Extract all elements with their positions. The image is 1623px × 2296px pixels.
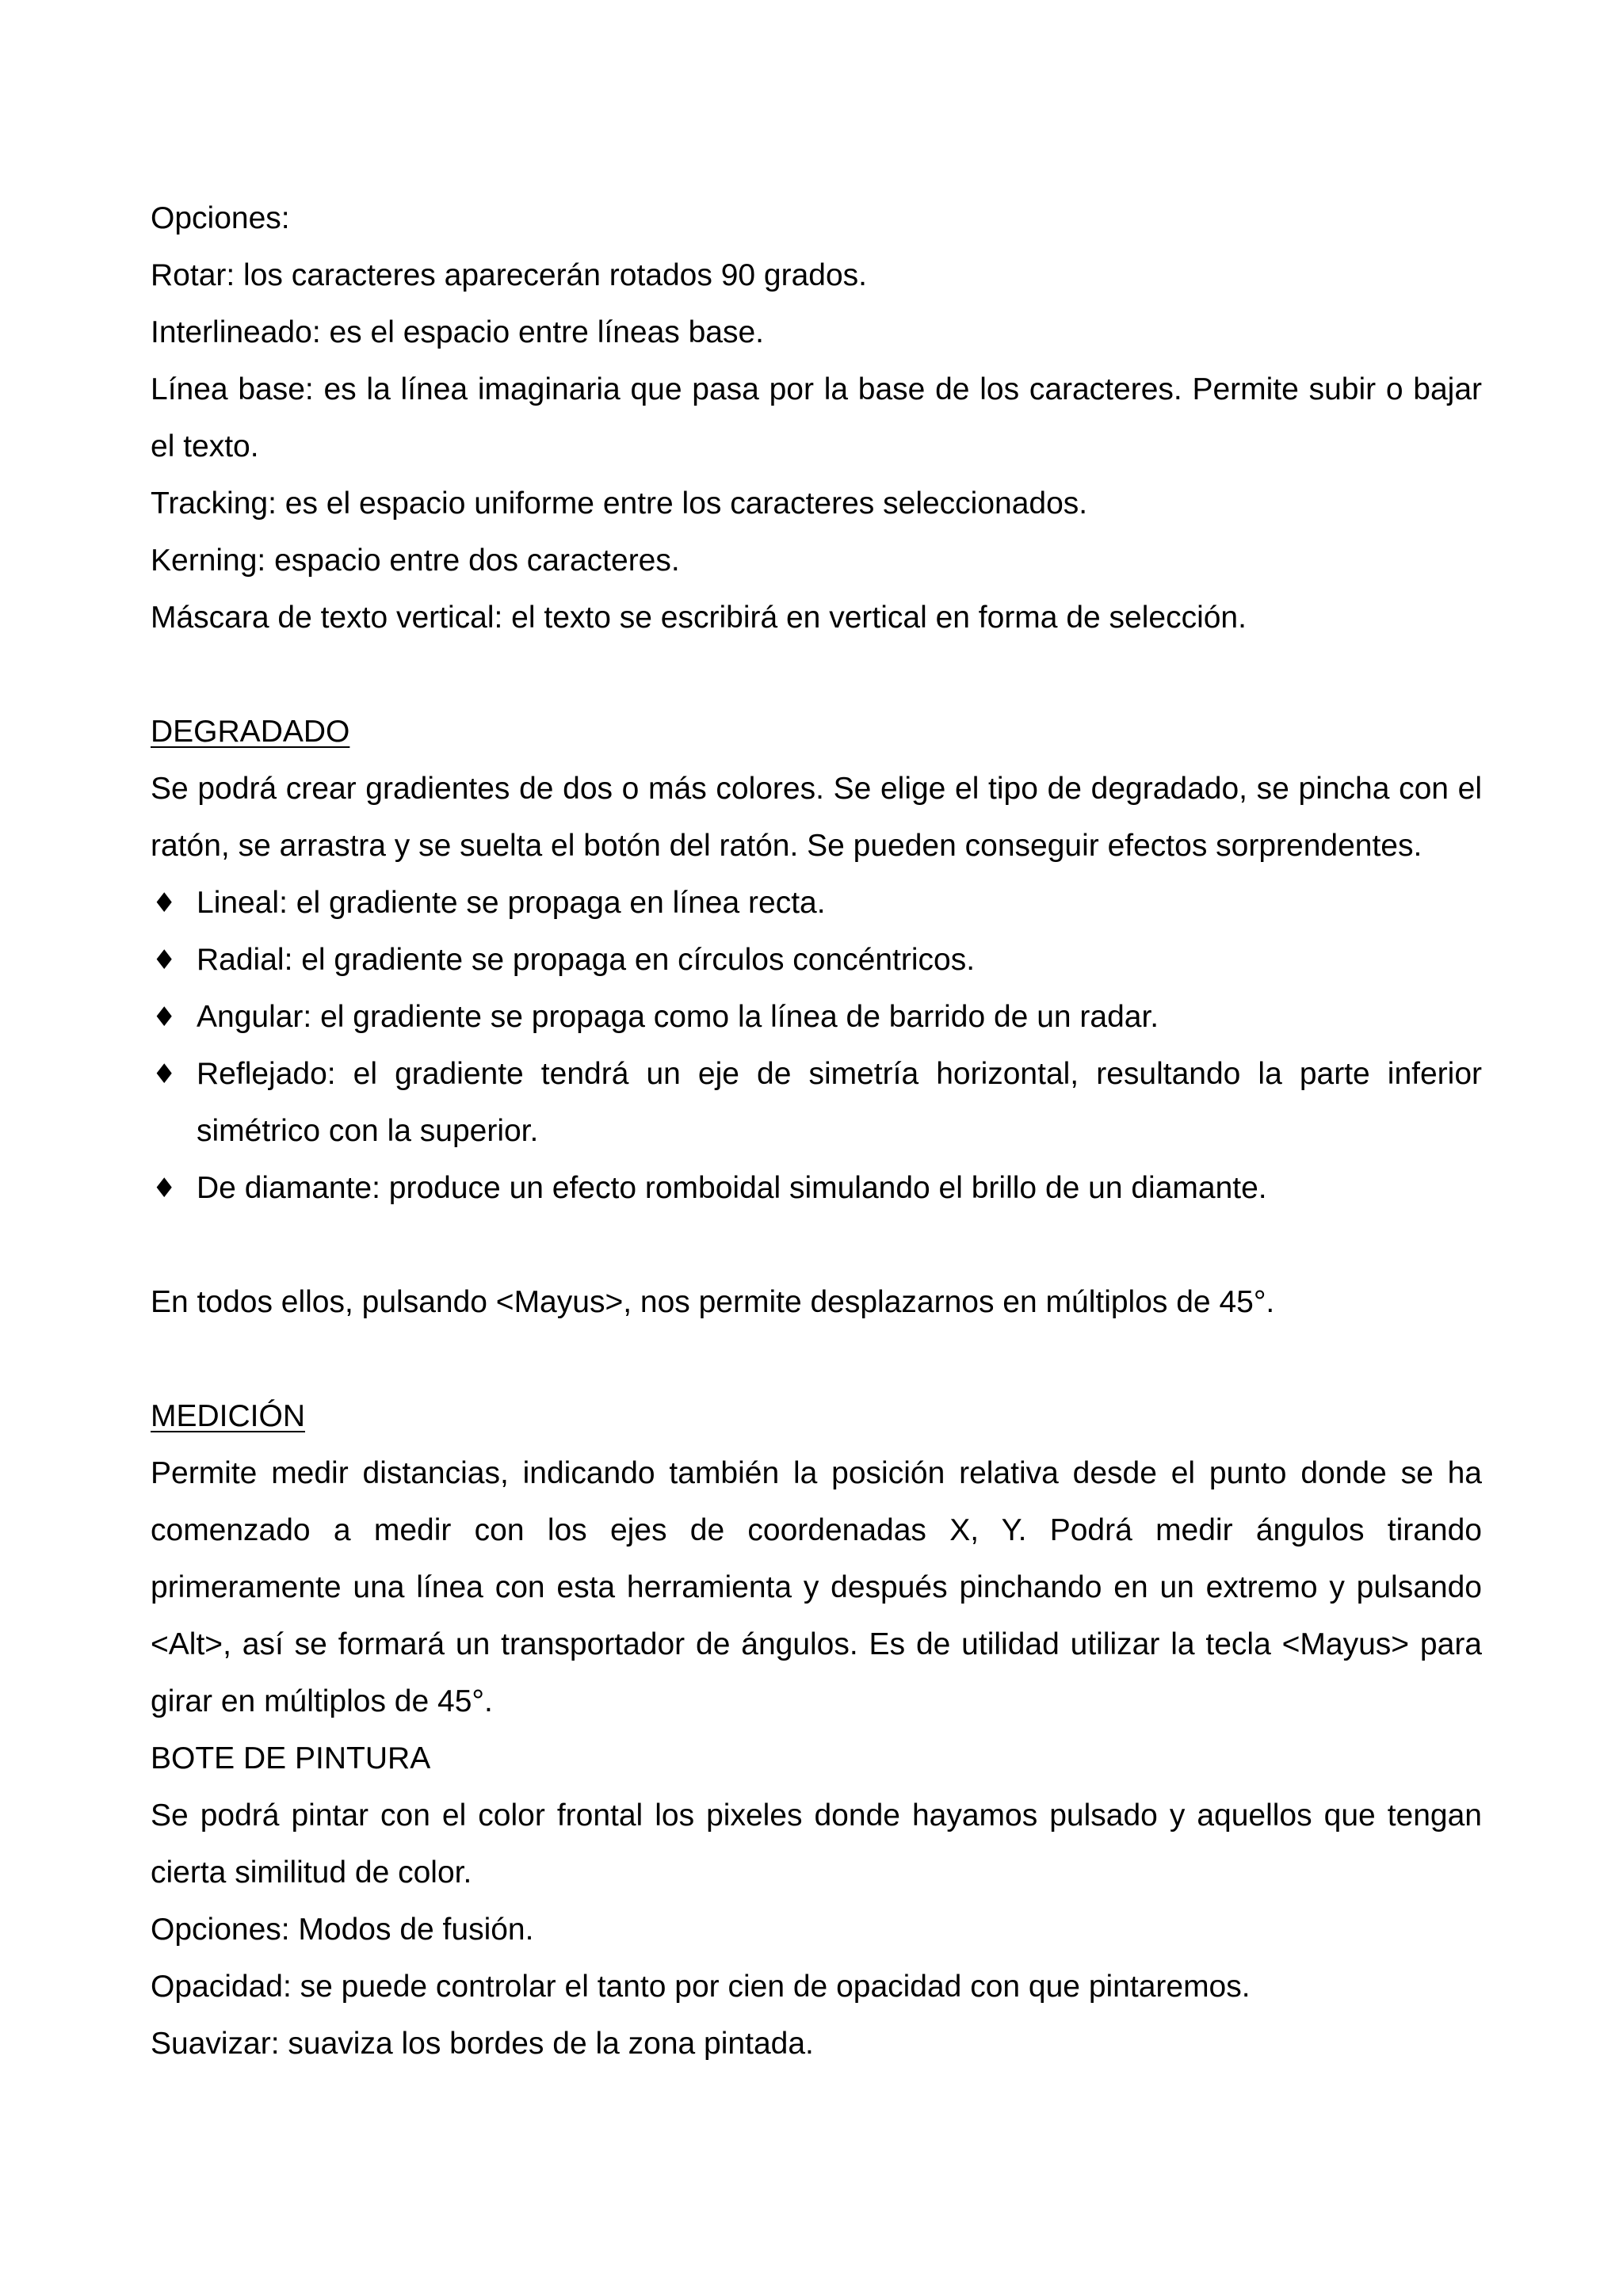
diamond-bullet-icon: ♦ (152, 1001, 177, 1033)
spacer (151, 646, 1482, 704)
spacer (151, 1331, 1482, 1388)
option-baseline: Línea base: es la línea imaginaria que pasa por la base de los caracteres. Permite subir o bajar el texto. (151, 372, 1482, 463)
list-item (151, 875, 1482, 932)
option-leading: Interlineado: es el espacio entre líneas base. (151, 315, 765, 349)
diamond-bullet-icon: ♦ (152, 887, 177, 919)
bote-option-smooth: Suavizar: suaviza los bordes de la zona pintada. (151, 2027, 814, 2061)
option-tracking: Tracking: es el espacio uniforme entre los caracteres seleccionados. (151, 486, 1088, 521)
degradado-heading: DEGRADADO (151, 715, 350, 749)
option-vertical-text-mask: Máscara de texto vertical: el texto se escribirá en vertical en forma de selección. (151, 601, 1247, 635)
options-title: Opciones: (151, 201, 290, 235)
option-kerning: Kerning: espacio entre dos caracteres. (151, 543, 680, 578)
bullet-text: Lineal: el gradiente se propaga en línea recta. (197, 886, 826, 920)
bullet-text: Radial: el gradiente se propaga en círculos concéntricos. (197, 943, 976, 977)
list-item (151, 1046, 1482, 1160)
bote-option-blend-modes: Opciones: Modos de fusión. (151, 1913, 534, 1947)
option-rotate: Rotar: los caracteres aparecerán rotados 90 grados. (151, 258, 867, 292)
bote-body: Se podrá pintar con el color frontal los pixeles donde hayamos pulsado y aquellos que tengan cierta similitud de color. (151, 1798, 1482, 1890)
document-page (151, 190, 1482, 2073)
bote-option-opacity: Opacidad: se puede controlar el tanto por cien de opacidad con que pintaremos. (151, 1970, 1251, 2004)
list-item (151, 932, 1482, 989)
bote-heading: BOTE DE PINTURA (151, 1741, 431, 1775)
diamond-bullet-icon: ♦ (152, 1058, 177, 1090)
medicion-body: Permite medir distancias, indicando también la posición relativa desde el punto donde se ha comenzado a medir con los ejes de coordenadas X, Y. Podrá medir ángulos tirando primeramente una línea con esta herramienta y después pinchando en un extremo y pulsando <Alt>, así se formará un transportador de ángulos. Es de utilidad utilizar la tecla <Mayus> para girar en múltiplos de 45°. (151, 1456, 1482, 1718)
bullet-text: Angular: el gradiente se propaga como la línea de barrido de un radar. (197, 1000, 1159, 1034)
list-item (151, 989, 1482, 1046)
spacer (151, 1217, 1482, 1274)
degradado-note: En todos ellos, pulsando <Mayus>, nos permite desplazarnos en múltiplos de 45°. (151, 1285, 1275, 1319)
degradado-bullet-list (151, 875, 1482, 1217)
medicion-heading: MEDICIÓN (151, 1399, 305, 1433)
diamond-bullet-icon: ♦ (152, 944, 177, 976)
list-item (151, 1160, 1482, 1217)
bullet-text: Reflejado: el gradiente tendrá un eje de simetría horizontal, resultando la parte inferior simétrico con la superior. (197, 1057, 1482, 1148)
bullet-text: De diamante: produce un efecto romboidal simulando el brillo de un diamante. (197, 1171, 1267, 1205)
degradado-intro: Se podrá crear gradientes de dos o más colores. Se elige el tipo de degradado, se pincha con el ratón, se arrastra y se suelta el botón del ratón. Se pueden conseguir efectos sorprendentes. (151, 772, 1482, 863)
diamond-bullet-icon: ♦ (152, 1173, 177, 1204)
